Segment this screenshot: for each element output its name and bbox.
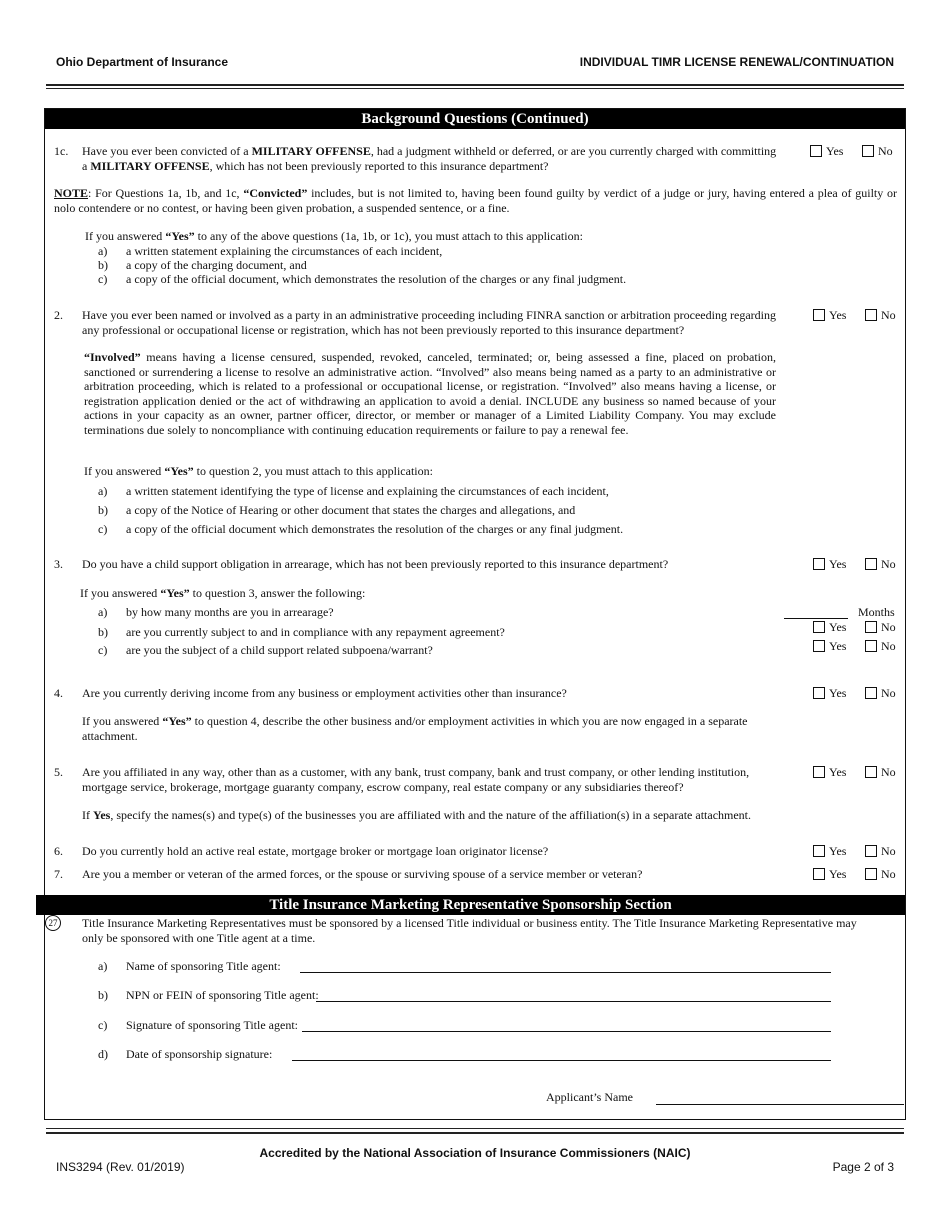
list-item: c) bbox=[98, 522, 108, 536]
list-item: by how many months are you in arrearage? bbox=[126, 605, 334, 619]
q7-text: Are you a member or veteran of the armed forces, or the spouse or surviving spouse of a service member or veteran? bbox=[82, 867, 643, 881]
q1c-number: 1c. bbox=[54, 144, 69, 158]
list-item: b) bbox=[98, 258, 108, 272]
list-item: are you the subject of a child support related subpoena/warrant? bbox=[126, 643, 433, 657]
checkbox-icon[interactable] bbox=[865, 687, 877, 699]
sponsor-text: Title Insurance Marketing Representatives must be sponsored by a licensed Title individual or business entity. The Title Insurance Marketing Representative may only be sponsored with one Title agent at a time. bbox=[82, 916, 857, 945]
list-item: a written statement identifying the type of license and explaining the circumstances of each incident, bbox=[126, 484, 609, 498]
list-item: c) bbox=[98, 1018, 108, 1032]
checkbox-icon[interactable] bbox=[813, 621, 825, 633]
section-title-background: Background Questions (Continued) bbox=[45, 109, 905, 129]
sponsor-signature-input[interactable] bbox=[302, 1031, 831, 1032]
list-item: a copy of the official document which demonstrates the resolution of the charges or any final judgment. bbox=[126, 522, 624, 536]
q6-no[interactable]: No bbox=[865, 844, 896, 858]
checkbox-icon[interactable] bbox=[813, 640, 825, 652]
field-marker: 27 bbox=[45, 915, 61, 931]
applicant-name-label: Applicant’s Name bbox=[546, 1090, 633, 1104]
q4-yes[interactable]: Yes bbox=[813, 686, 846, 700]
checkbox-icon[interactable] bbox=[862, 145, 874, 157]
checkbox-icon[interactable] bbox=[813, 766, 825, 778]
list-item: a copy of the Notice of Hearing or other document that states the charges and allegations, and bbox=[126, 503, 576, 517]
q3c-no[interactable]: No bbox=[865, 639, 896, 653]
checkbox-icon[interactable] bbox=[813, 845, 825, 857]
list-item: a) bbox=[98, 959, 108, 973]
q3-number: 3. bbox=[54, 557, 63, 571]
q4-number: 4. bbox=[54, 686, 63, 700]
q5-follow: If Yes, specify the names(s) and type(s) of the businesses you are affiliated with and the nature of the affiliation(s) in a separate attachment. bbox=[82, 808, 752, 822]
footer-rule-thin bbox=[46, 1128, 904, 1129]
q3-yes[interactable]: Yes bbox=[813, 557, 846, 571]
checkbox-icon[interactable] bbox=[865, 640, 877, 652]
checkbox-icon[interactable] bbox=[865, 845, 877, 857]
q3b-no[interactable]: No bbox=[865, 620, 896, 634]
q7-yes[interactable]: Yes bbox=[813, 867, 846, 881]
q1c-yes[interactable]: Yes bbox=[810, 144, 843, 158]
q5-no[interactable]: No bbox=[865, 765, 896, 779]
applicant-name-input[interactable] bbox=[656, 1104, 904, 1105]
q5-text: Are you affiliated in any way, other than as a customer, with any bank, trust company, bank and trust company, or other lending institution, mortgage service, brokerage, mortgage guaranty company, escrow company, real estate company or any subsidiaries thereof? bbox=[82, 765, 750, 794]
sponsor-name-label: Name of sponsoring Title agent: bbox=[126, 959, 281, 973]
months-label: Months bbox=[858, 605, 895, 619]
sponsor-name-input[interactable] bbox=[300, 972, 831, 973]
q6-yes[interactable]: Yes bbox=[813, 844, 846, 858]
list-item: are you currently subject to and in compliance with any repayment agreement? bbox=[126, 625, 505, 639]
list-item: b) bbox=[98, 625, 108, 639]
header-agency: Ohio Department of Insurance bbox=[56, 55, 229, 69]
sponsor-npn-label: NPN or FEIN of sponsoring Title agent: bbox=[126, 988, 319, 1002]
section-title-sponsorship: Title Insurance Marketing Representative Sponsorship Section bbox=[36, 895, 905, 915]
checkbox-icon[interactable] bbox=[865, 558, 877, 570]
q5-number: 5. bbox=[54, 765, 63, 779]
list-item: c) bbox=[98, 643, 108, 657]
header-form-title: INDIVIDUAL TIMR LICENSE RENEWAL/CONTINUATION bbox=[579, 55, 894, 69]
list-item: a copy of the official document, which demonstrates the resolution of the charges or any final judgment. bbox=[126, 272, 627, 286]
q1c-text: Have you ever been convicted of a MILITARY OFFENSE, had a judgment withheld or deferred, or are you currently charged with committing a MILITARY OFFENSE, which has not been previously reported to this insurance department? bbox=[82, 144, 777, 173]
list-item: a copy of the charging document, and bbox=[126, 258, 307, 272]
checkbox-icon[interactable] bbox=[865, 766, 877, 778]
q3c-yes[interactable]: Yes bbox=[813, 639, 846, 653]
q2-involved-definition: “Involved” means having a license censured, suspended, revoked, canceled, terminated; or, being assessed a fine, placed on probation, sanctioned or surrendering a license to resolve an administrative action. “Involved” also means being named as a party to an administrative or arbitration proceeding, which is related to a professional or occupational license, or registration. “Involved” also means having a license, or registration application denied or the act of withdrawing an application to avoid a denial. INCLUDE any business so named because of your actions in your capacity as an owner, partner officer, director, or member or manager of a Limited Liability Company. You may exclude terminations due solely to noncompliance with continuing education requirements or failure to pay a renewal fee. bbox=[84, 350, 776, 437]
footer-rule bbox=[46, 1132, 904, 1134]
note-convicted: NOTE: For Questions 1a, 1b, and 1c, “Convicted” includes, but is not limited to, having been found guilty by verdict of a judge or jury, having entered a plea of guilty or nolo contendere or no contest, or having been given probation, a suspended sentence, or a fine. bbox=[54, 186, 897, 215]
sponsor-npn-input[interactable] bbox=[316, 1001, 831, 1002]
accreditation-note: Accredited by the National Association of Insurance Commissioners (NAIC) bbox=[259, 1146, 691, 1160]
q4-no[interactable]: No bbox=[865, 686, 896, 700]
checkbox-icon[interactable] bbox=[813, 558, 825, 570]
checkbox-icon[interactable] bbox=[865, 309, 877, 321]
sponsor-date-input[interactable] bbox=[292, 1060, 831, 1061]
list-item: a written statement explaining the circumstances of each incident, bbox=[126, 244, 443, 258]
checkbox-icon[interactable] bbox=[865, 868, 877, 880]
months-input-line[interactable] bbox=[784, 618, 848, 619]
list-item: a) bbox=[98, 605, 108, 619]
header-rule bbox=[46, 84, 904, 86]
checkbox-icon[interactable] bbox=[813, 309, 825, 321]
form-id: INS3294 (Rev. 01/2019) bbox=[56, 1160, 185, 1174]
q5-yes[interactable]: Yes bbox=[813, 765, 846, 779]
checkbox-icon[interactable] bbox=[813, 687, 825, 699]
page-number: Page 2 of 3 bbox=[832, 1160, 894, 1174]
q7-no[interactable]: No bbox=[865, 867, 896, 881]
q3-no[interactable]: No bbox=[865, 557, 896, 571]
list-item: a) bbox=[98, 244, 108, 258]
q2-yes[interactable]: Yes bbox=[813, 308, 846, 322]
q4-text: Are you currently deriving income from any business or employment activities other than insurance? bbox=[82, 686, 567, 700]
q4-follow: If you answered “Yes” to question 4, describe the other business and/or employment activities in which you are now engaged in a separate attachment. bbox=[82, 714, 748, 743]
header-rule-thin bbox=[46, 88, 904, 89]
checkbox-icon[interactable] bbox=[810, 145, 822, 157]
q2-attach-intro: If you answered “Yes” to question 2, you must attach to this application: bbox=[84, 464, 433, 478]
list-item: b) bbox=[98, 988, 108, 1002]
q3b-yes[interactable]: Yes bbox=[813, 620, 846, 634]
q1c-no[interactable]: No bbox=[862, 144, 893, 158]
list-item: c) bbox=[98, 272, 108, 286]
list-item: a) bbox=[98, 484, 108, 498]
q6-number: 6. bbox=[54, 844, 63, 858]
q6-text: Do you currently hold an active real estate, mortgage broker or mortgage loan originator license? bbox=[82, 844, 549, 858]
q7-number: 7. bbox=[54, 867, 63, 881]
q3-text: Do you have a child support obligation in arrearage, which has not been previously reported to this insurance department? bbox=[82, 557, 669, 571]
q3-follow-intro: If you answered “Yes” to question 3, answer the following: bbox=[80, 586, 366, 600]
list-item: d) bbox=[98, 1047, 108, 1061]
checkbox-icon[interactable] bbox=[865, 621, 877, 633]
q1-attach-intro: If you answered “Yes” to any of the above questions (1a, 1b, or 1c), you must attach to this application: bbox=[85, 229, 583, 243]
list-item: b) bbox=[98, 503, 108, 517]
checkbox-icon[interactable] bbox=[813, 868, 825, 880]
q2-text: Have you ever been named or involved as a party in an administrative proceeding including FINRA sanction or arbitration proceeding regarding any professional or occupational license or registration, which has not been previously reported to this insurance department? bbox=[82, 308, 776, 337]
q2-number: 2. bbox=[54, 308, 63, 322]
sponsor-date-label: Date of sponsorship signature: bbox=[126, 1047, 273, 1061]
q2-no[interactable]: No bbox=[865, 308, 896, 322]
sponsor-signature-label: Signature of sponsoring Title agent: bbox=[126, 1018, 298, 1032]
